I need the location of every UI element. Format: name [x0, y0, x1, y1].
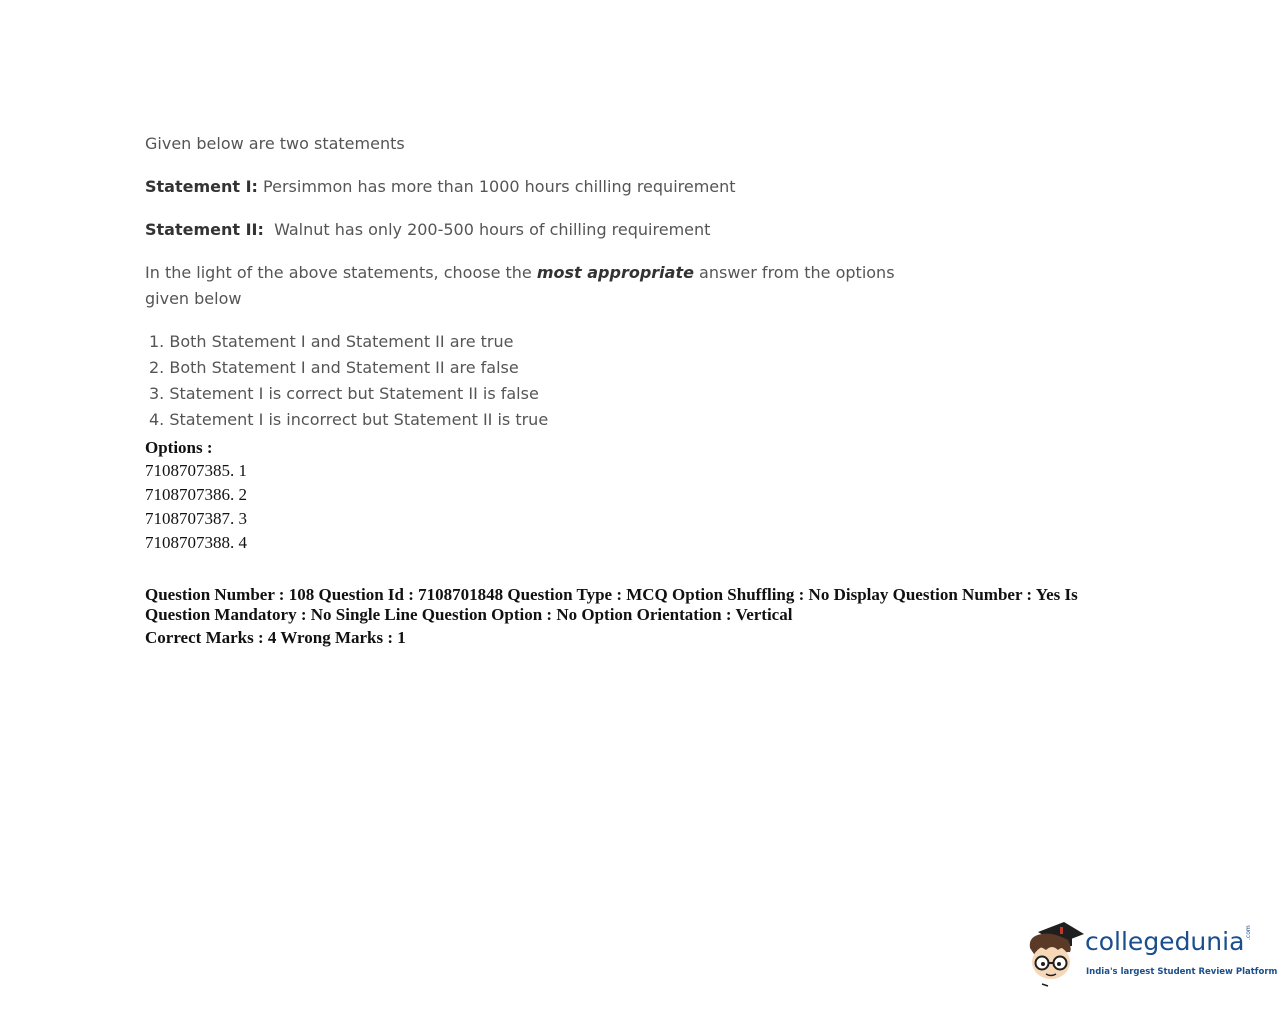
choice-list	[145, 329, 905, 433]
logo-wordmark: collegedunia	[1085, 927, 1245, 956]
prompt-line-1	[145, 260, 905, 286]
statement-2-text: Walnut has only 200-500 hours of chilling requirement	[263, 220, 711, 239]
statement-1	[145, 174, 905, 200]
option-id-row: 7108707388. 4	[145, 533, 247, 552]
prompt-emphasis: most appropriate	[536, 263, 694, 282]
logo-suffix: .com	[1245, 925, 1252, 940]
option-id-row: 7108707386. 2	[145, 485, 247, 504]
meta-line-2: Question Mandatory : No Single Line Question Option : No Option Orientation : Vertical	[145, 605, 793, 624]
question-intro: Given below are two statements	[145, 134, 405, 153]
prompt-line-2: given below	[145, 289, 242, 308]
options-heading: Options :	[145, 438, 213, 457]
statement-1-text: Persimmon has more than 1000 hours chilling requirement	[257, 177, 736, 196]
choice-item: 4. Statement I is incorrect but Statement II is true	[149, 410, 549, 429]
statement-2-label: Statement II:	[145, 220, 264, 239]
statement-1-label: Statement I:	[145, 177, 258, 196]
choice-item: 2. Both Statement I and Statement II are false	[149, 358, 519, 377]
student-mascot-icon	[1024, 918, 1086, 988]
collegedunia-logo	[1024, 916, 1278, 992]
choice-item: 1. Both Statement I and Statement II are true	[149, 332, 514, 351]
option-id-row: 7108707385. 1	[145, 461, 247, 480]
meta-line-1: Question Number : 108 Question Id : 7108701848 Question Type : MCQ Option Shuffling : No Display Question Number : Yes Is	[145, 585, 1078, 604]
prompt-after: answer from the options	[693, 263, 895, 282]
logo-tagline: India's largest Student Review Platform	[1086, 967, 1278, 977]
marks-line: Correct Marks : 4 Wrong Marks : 1	[145, 628, 406, 647]
question-prompt	[145, 260, 905, 312]
option-id-row: 7108707387. 3	[145, 509, 247, 528]
question-block	[145, 131, 905, 433]
options-block	[145, 436, 247, 555]
statement-2	[145, 217, 905, 243]
prompt-before: In the light of the above statements, choose the	[145, 263, 537, 282]
choice-item: 3. Statement I is correct but Statement II is false	[149, 384, 539, 403]
question-meta	[145, 585, 1125, 648]
